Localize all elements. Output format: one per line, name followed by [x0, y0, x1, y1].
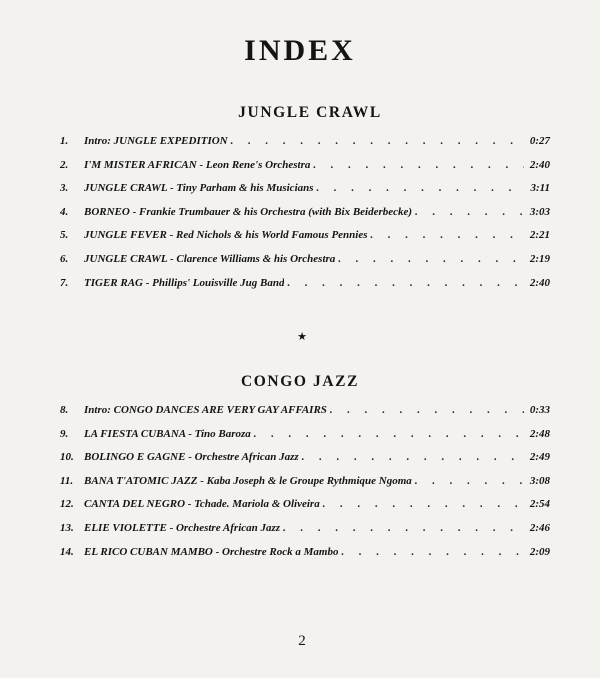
- track-number: 9.: [60, 427, 69, 440]
- track-duration: 3:03: [529, 205, 550, 218]
- track-duration: 2:21: [529, 229, 550, 242]
- dot-leader: [228, 135, 524, 147]
- dot-leader: [412, 206, 524, 218]
- dot-leader: [314, 182, 524, 194]
- track-row: [60, 546, 550, 570]
- track-row: [60, 277, 550, 301]
- dot-leader: [284, 277, 524, 289]
- dot-leader: [251, 428, 524, 440]
- track-row: [60, 498, 550, 522]
- track-number: 13.: [60, 521, 74, 534]
- page-number: 2: [298, 633, 306, 649]
- track-row: [60, 253, 550, 277]
- track-row: [60, 522, 550, 546]
- track-row: [60, 206, 550, 230]
- track-duration: 0:27: [529, 135, 550, 147]
- track-number: 14.: [60, 545, 74, 558]
- track-number: 12.: [60, 498, 74, 511]
- track-number: 4.: [60, 205, 69, 218]
- track-row: [60, 475, 550, 499]
- track-duration: 2:46: [529, 521, 550, 534]
- track-title: JUNGLE CRAWL - Clarence Williams & his Orchestra: [84, 252, 336, 265]
- track-title: Intro: JUNGLE EXPEDITION: [84, 135, 228, 147]
- track-title: EL RICO CUBAN MAMBO - Orchestre Rock a Mambo: [84, 545, 339, 558]
- track-title: BOLINGO E GAGNE - Orchestre African Jazz: [84, 451, 299, 464]
- track-duration: 2:48: [529, 427, 550, 440]
- track-row: [60, 428, 550, 452]
- dot-leader: [335, 253, 524, 265]
- track-number: 2.: [60, 158, 69, 171]
- dot-leader: [280, 522, 524, 534]
- track-title: JUNGLE FEVER - Red Nichols & his World Famous Pennies: [84, 229, 368, 242]
- track-number: 1.: [60, 135, 69, 147]
- track-duration: 3:08: [529, 474, 550, 487]
- track-title: TIGER RAG - Phillips' Louisville Jug Band: [84, 276, 285, 289]
- dot-leader: [320, 498, 524, 510]
- section-title-jungle-crawl: JUNGLE CRAWL: [238, 104, 382, 121]
- track-number: 10.: [60, 451, 74, 464]
- track-list-congo-jazz: [60, 404, 550, 569]
- track-row: [60, 159, 550, 183]
- track-title: BANA T'ATOMIC JAZZ - Kaba Joseph & le Groupe Rythmique Ngoma: [84, 474, 412, 487]
- track-title: I'M MISTER AFRICAN - Leon Rene's Orchestra: [84, 158, 311, 171]
- track-list-jungle-crawl: [60, 135, 550, 300]
- track-duration: 2:09: [529, 545, 550, 558]
- track-number: 5.: [60, 229, 69, 242]
- track-duration: 2:49: [529, 451, 550, 464]
- dot-leader: [412, 475, 524, 487]
- track-duration: 0:33: [529, 404, 550, 416]
- track-number: 3.: [60, 182, 69, 195]
- track-number: 7.: [60, 276, 69, 289]
- section-title-congo-jazz: CONGO JAZZ: [240, 373, 360, 390]
- track-row: [60, 451, 550, 475]
- track-row: [60, 135, 550, 159]
- track-duration: 2:19: [529, 252, 550, 265]
- dot-leader: [310, 159, 524, 171]
- track-row: [60, 182, 550, 206]
- track-title: BORNEO - Frankie Trumbauer & his Orchestra (with Bix Beiderbecke): [84, 205, 413, 218]
- track-row: [60, 229, 550, 253]
- track-duration: 2:40: [529, 158, 550, 171]
- track-title: JUNGLE CRAWL - Tiny Parham & his Musicians: [84, 182, 314, 195]
- track-title: ELIE VIOLETTE - Orchestre African Jazz: [84, 521, 281, 534]
- dot-leader: [338, 546, 524, 558]
- track-title: Intro: CONGO DANCES ARE VERY GAY AFFAIRS: [84, 404, 327, 416]
- track-title: LA FIESTA CUBANA - Tino Baroza: [84, 427, 251, 440]
- track-title: CANTA DEL NEGRO - Tchade. Mariola & Oliveira: [84, 498, 320, 511]
- dot-leader: [327, 404, 524, 416]
- track-number: 8.: [60, 404, 69, 416]
- star-separator-icon: ★: [297, 331, 307, 343]
- track-row: [60, 404, 550, 428]
- track-duration: 3:11: [530, 182, 550, 195]
- dot-leader: [368, 229, 524, 241]
- track-duration: 2:54: [529, 498, 550, 511]
- track-number: 6.: [60, 252, 69, 265]
- page-title: INDEX: [244, 34, 356, 67]
- dot-leader: [299, 451, 524, 463]
- track-duration: 2:40: [529, 276, 550, 289]
- track-number: 11.: [60, 474, 74, 487]
